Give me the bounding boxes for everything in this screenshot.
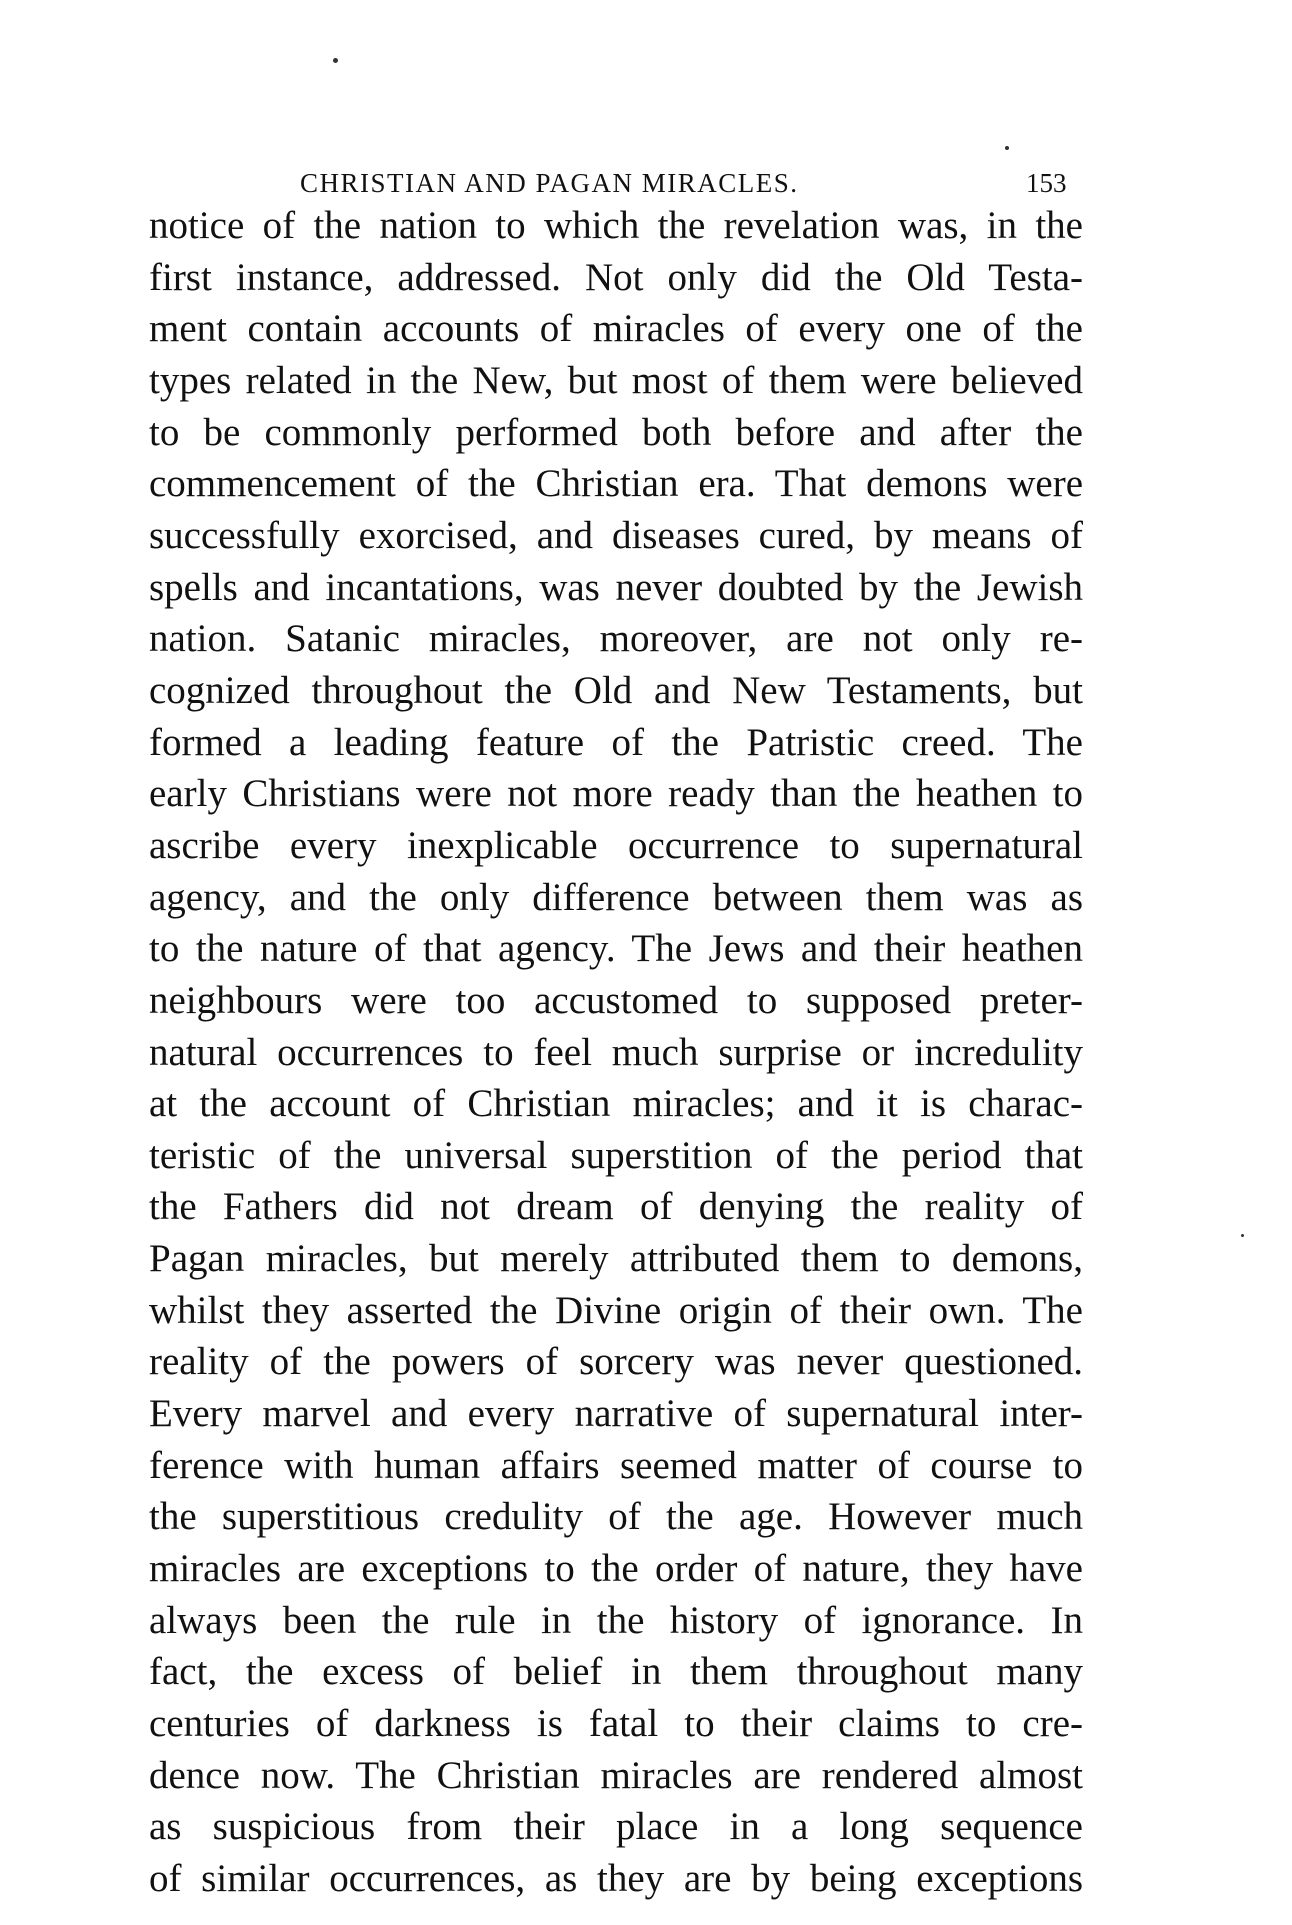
text-line — [149, 820, 1083, 872]
text-line-content: successfully exorcised, and diseases cured, by means of — [149, 513, 1083, 557]
text-line — [149, 768, 1083, 820]
text-line-content: ment contain accounts of miracles of every one of the — [149, 307, 1083, 351]
text-line — [149, 1646, 1083, 1698]
text-line — [149, 1130, 1083, 1182]
text-line-content: always been the rule in the history of ignorance. In — [149, 1598, 1083, 1642]
text-line — [149, 1440, 1083, 1492]
text-line-content: whilst they asserted the Divine origin of their own. The — [149, 1288, 1083, 1332]
text-line-content: ascribe every inexplicable occurrence to supernatural — [149, 823, 1083, 867]
text-line — [149, 1078, 1083, 1130]
text-line — [149, 613, 1083, 665]
text-line — [149, 458, 1083, 510]
text-line — [149, 252, 1083, 304]
text-line-content: miracles are exceptions to the order of nature, they have — [149, 1547, 1083, 1591]
text-line-content: early Christians were not more ready than the heathen to — [149, 772, 1083, 816]
text-line — [149, 1543, 1083, 1595]
text-line — [149, 1388, 1083, 1440]
text-line-content: ference with human affairs seemed matter of course to — [149, 1443, 1083, 1487]
text-line-content: commencement of the Christian era. That demons were — [149, 462, 1083, 506]
text-line-content: dence now. The Christian miracles are rendered almost — [149, 1753, 1083, 1797]
text-line-content: Pagan miracles, but merely attributed them to demons, — [149, 1237, 1083, 1281]
text-line — [149, 923, 1083, 975]
text-line — [149, 1285, 1083, 1337]
text-line-content: spells and incantations, was never doubted by the Jewish — [149, 565, 1083, 609]
text-line-content: agency, and the only difference between them was as — [149, 875, 1083, 919]
text-line — [149, 1801, 1083, 1853]
text-line-content: teristic of the universal superstition of the period that — [149, 1133, 1083, 1177]
text-line — [149, 872, 1083, 924]
page-number: 153 — [1026, 168, 1067, 198]
text-line — [149, 1181, 1083, 1233]
text-line-content: to be commonly performed both before and after the — [149, 410, 1083, 454]
page-body-text — [149, 200, 1083, 1905]
text-line — [149, 1027, 1083, 1079]
text-line — [149, 303, 1083, 355]
scan-speck — [1241, 1234, 1244, 1237]
text-line-content: cognized throughout the Old and New Testaments, but — [149, 668, 1083, 712]
text-line-content: the Fathers did not dream of denying the reality of — [149, 1185, 1083, 1229]
scan-speck — [1005, 146, 1009, 150]
scan-speck — [333, 58, 338, 63]
text-line-content: notice of the nation to which the revelation was, in the — [149, 204, 1083, 247]
text-line-content: nation. Satanic miracles, moreover, are not only re- — [149, 617, 1083, 661]
text-line — [149, 200, 1083, 252]
text-line-content: of similar occurrences, as they are by being exceptions — [149, 1857, 1083, 1900]
running-title: CHRISTIAN AND PAGAN MIRACLES. — [300, 168, 799, 198]
text-line — [149, 1233, 1083, 1285]
text-line — [149, 355, 1083, 407]
text-line — [149, 1698, 1083, 1750]
text-line — [149, 562, 1083, 614]
text-line — [149, 1853, 1083, 1905]
text-line-content: the superstitious credulity of the age. However much — [149, 1495, 1083, 1539]
text-line — [149, 1595, 1083, 1647]
text-line — [149, 665, 1083, 717]
text-line-content: natural occurrences to feel much surprise or incredulity — [149, 1030, 1083, 1074]
text-line-content: formed a leading feature of the Patristic creed. The — [149, 720, 1083, 764]
text-line-content: centuries of darkness is fatal to their claims to cre- — [149, 1702, 1083, 1746]
text-line — [149, 1491, 1083, 1543]
text-line — [149, 975, 1083, 1027]
text-line-content: neighbours were too accustomed to supposed preter- — [149, 978, 1083, 1022]
text-line — [149, 717, 1083, 769]
text-line-content: reality of the powers of sorcery was never questioned. — [149, 1340, 1083, 1384]
text-line — [149, 1750, 1083, 1802]
text-line-content: Every marvel and every narrative of supernatural inter- — [149, 1392, 1083, 1436]
text-line-content: to the nature of that agency. The Jews and their heathen — [149, 927, 1083, 971]
text-line — [149, 1336, 1083, 1388]
text-line-content: fact, the excess of belief in them throughout many — [149, 1650, 1083, 1694]
text-line — [149, 407, 1083, 459]
text-line-content: as suspicious from their place in a long sequence — [149, 1805, 1083, 1849]
text-line-content: types related in the New, but most of them were believed — [149, 358, 1083, 402]
text-line-content: at the account of Christian miracles; and it is charac- — [149, 1082, 1083, 1126]
text-line — [149, 510, 1083, 562]
text-line-content: first instance, addressed. Not only did the Old Testa- — [149, 255, 1083, 299]
